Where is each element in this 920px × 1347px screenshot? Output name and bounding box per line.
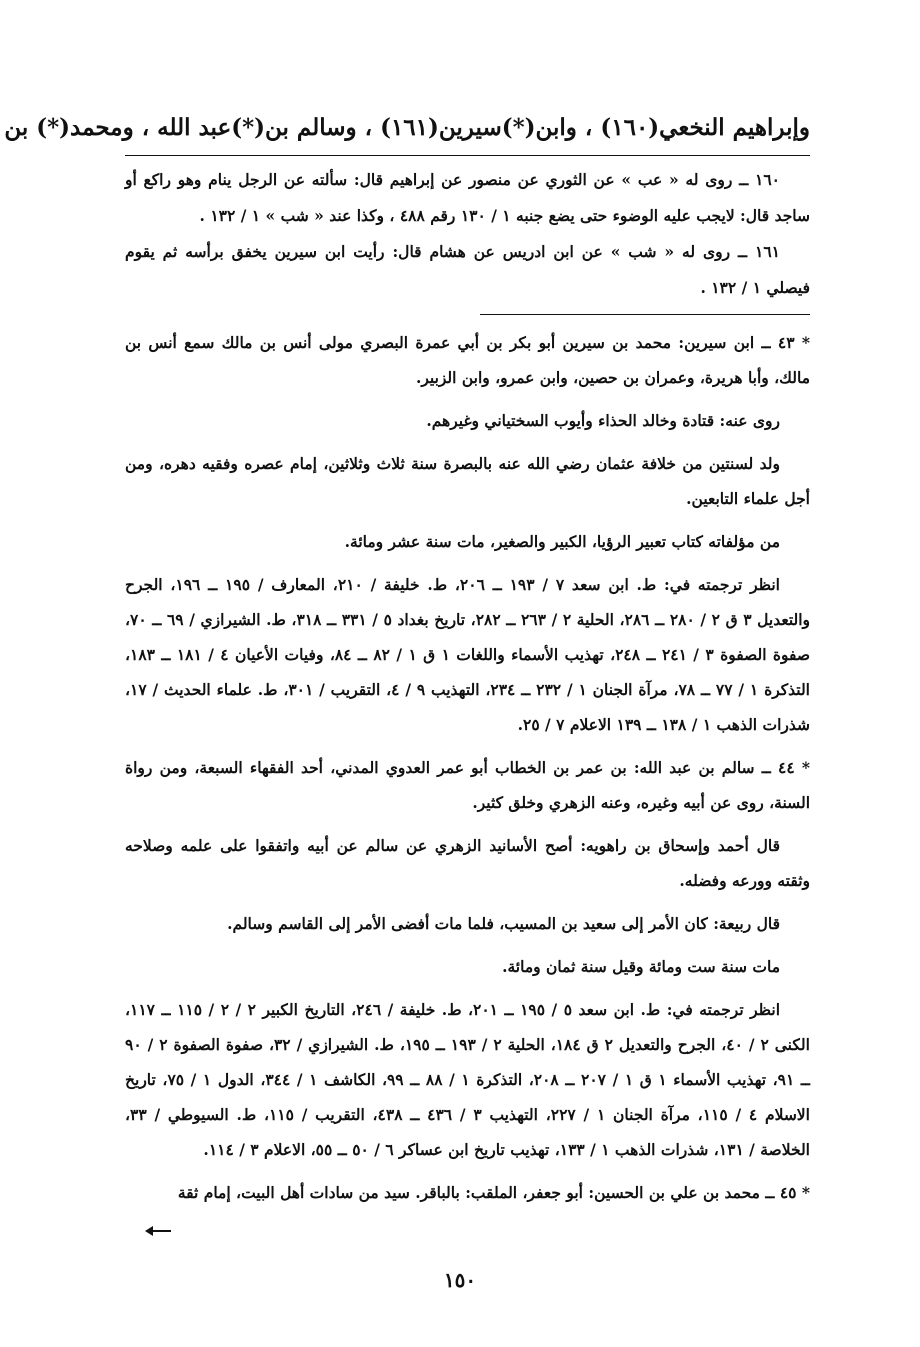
footnotes-section — [125, 162, 810, 306]
bio-44-header: * ٤٤ ــ سالم بن عبد الله: بن عمر بن الخطاب أبو عمر العدوي المدني، أحد الفقهاء السبعة، ومن رواة السنة، روى عن أبيه وغيره، وعنه الزهري وخلق كثير. — [125, 758, 810, 812]
bio-43-header: * ٤٣ ــ ابن سيرين: محمد بن سيرين أبو بكر بن أبي عمرة البصري مولى أنس بن مالك سمع أنس بن مالك، وأبا هريرة، وعمران بن حصين، وابن عمرو، وابن الزبير. — [125, 333, 810, 387]
main-divider — [125, 155, 810, 156]
bio-44-death: مات سنة ست ومائة وقيل سنة ثمان ومائة. — [502, 957, 780, 976]
bio-43-references: انظر ترجمته في: ط. ابن سعد ٧ / ١٩٣ ــ ٢٠٦، ط. خليفة / ٢١٠، المعارف / ١٩٥ ــ ١٩٦، الجرح والتعديل ٣ ق ٢ / ٢٨٠ ــ ٢٨٦، الحلية ٢ / ٢٦٣ ــ ٢٨٢، تاريخ بغداد ٥ / ٣٣١ ــ ٣١٨، ط. الشيرازي / ٦٩ ــ ٧٠، صفوة الصفوة ٣ / ٢٤١ ــ ٢٤٨، تهذيب الأسماء واللغات ١ ق ١ / ٨٢ ــ ٨٤، وفيات الأعيان ٤ / ١٨١ ــ ١٨٣، التذكرة ١ / ٧٧ ــ ٧٨، مرآة الجنان ١ / ٢٣٢ ــ ٢٣٤، التهذيب ٩ / ٤، التقريب / ٣٠١، ط. علماء الحديث / ١٧، شذرات الذهب ١ / ١٣٨ ــ ١٣٩ الاعلام ٧ / ٢٥. — [125, 575, 811, 734]
bio-45-header: * ٤٥ ــ محمد بن علي بن الحسين: أبو جعفر، الملقب: بالباقر. سيد من سادات أهل البيت، إمام ثقة — [177, 1183, 810, 1202]
page-body — [4, 105, 811, 1218]
footnote-divider — [480, 314, 810, 315]
main-text-line: وإبراهيم النخعي(١٦٠) ، وابن(*)سيرين(١٦١) ، وسالم بن(*)عبد الله ، ومحمد(*) بن — [4, 114, 810, 141]
bio-44-rabia: قال ربيعة: كان الأمر إلى سعيد بن المسيب، فلما مات أفضى الأمر إلى القاسم وسالم. — [227, 914, 780, 933]
bio-43-works: من مؤلفاته كتاب تعبير الرؤيا، الكبير والصغير، مات سنة عشر ومائة. — [344, 532, 780, 551]
bio-44-praise: قال أحمد وإسحاق بن راهويه: أصح الأسانيد الزهري عن سالم عن أبيه واتفقوا على علمه وصلاحه وثقته وورعه وفضله. — [125, 836, 810, 890]
bio-43-narrators: روى عنه: قتادة وخالد الحذاء وأيوب السختياني وغيرهم. — [426, 411, 780, 430]
footnote-160: ١٦٠ ــ روى له « عب » عن الثوري عن منصور عن إبراهيم قال: سألته عن الرجل ينام وهو راكع أو ساجد قال: لايجب عليه الوضوء حتى يضع جنبه ١ / ١٣٠ رقم ٤٨٨ ، وكذا عند « شب » ١ / ١٣٢ . — [125, 170, 810, 225]
continuation-arrow-icon — [147, 1230, 171, 1232]
footnote-161: ١٦١ ــ روى له « شب » عن ابن ادريس عن هشام قال: رأيت ابن سيرين يخفق برأسه ثم يقوم فيصلي ١ / ١٣٢ . — [125, 242, 810, 297]
bio-44-references: انظر ترجمته في: ط. ابن سعد ٥ / ١٩٥ ــ ٢٠١، ط. خليفة / ٢٤٦، التاريخ الكبير ٢ / ٢ / ١١٥ ــ ١١٧، الكنى ٢ / ٤٠، الجرح والتعديل ٢ ق ١٨٤، الحلية ٢ / ١٩٣ ــ ١٩٥، ط. الشيرازي / ٣٢، صفوة الصفوة ٢ / ٩٠ ــ ٩١، تهذيب الأسماء ١ ق ١ / ٢٠٧ ــ ٢٠٨، التذكرة ١ / ٨٨ ــ ٩٩، الكاشف ١ / ٣٤٤، الدول ١ / ٧٥، تاريخ الاسلام ٤ / ١١٥، مرآة الجنان ١ / ٢٢٧، التهذيب ٣ / ٤٣٦ ــ ٤٣٨، التقريب / ١١٥، ط. السيوطي / ٣٣، الخلاصة / ١٣١، شذرات الذهب ١ / ١٣٣، تهذيب تاريخ ابن عساكر ٦ / ٥٠ ــ ٥٥، الاعلام ٣ / ١١٤. — [125, 1000, 810, 1159]
page-number: ١٥٠ — [443, 1268, 477, 1292]
bio-43-birth: ولد لسنتين من خلافة عثمان رضي الله عنه بالبصرة سنة ثلاث وثلاثين، إمام عصره وفقيه دهره، ومن أجل علماء التابعين. — [125, 454, 810, 508]
biographies-section — [125, 325, 810, 1210]
